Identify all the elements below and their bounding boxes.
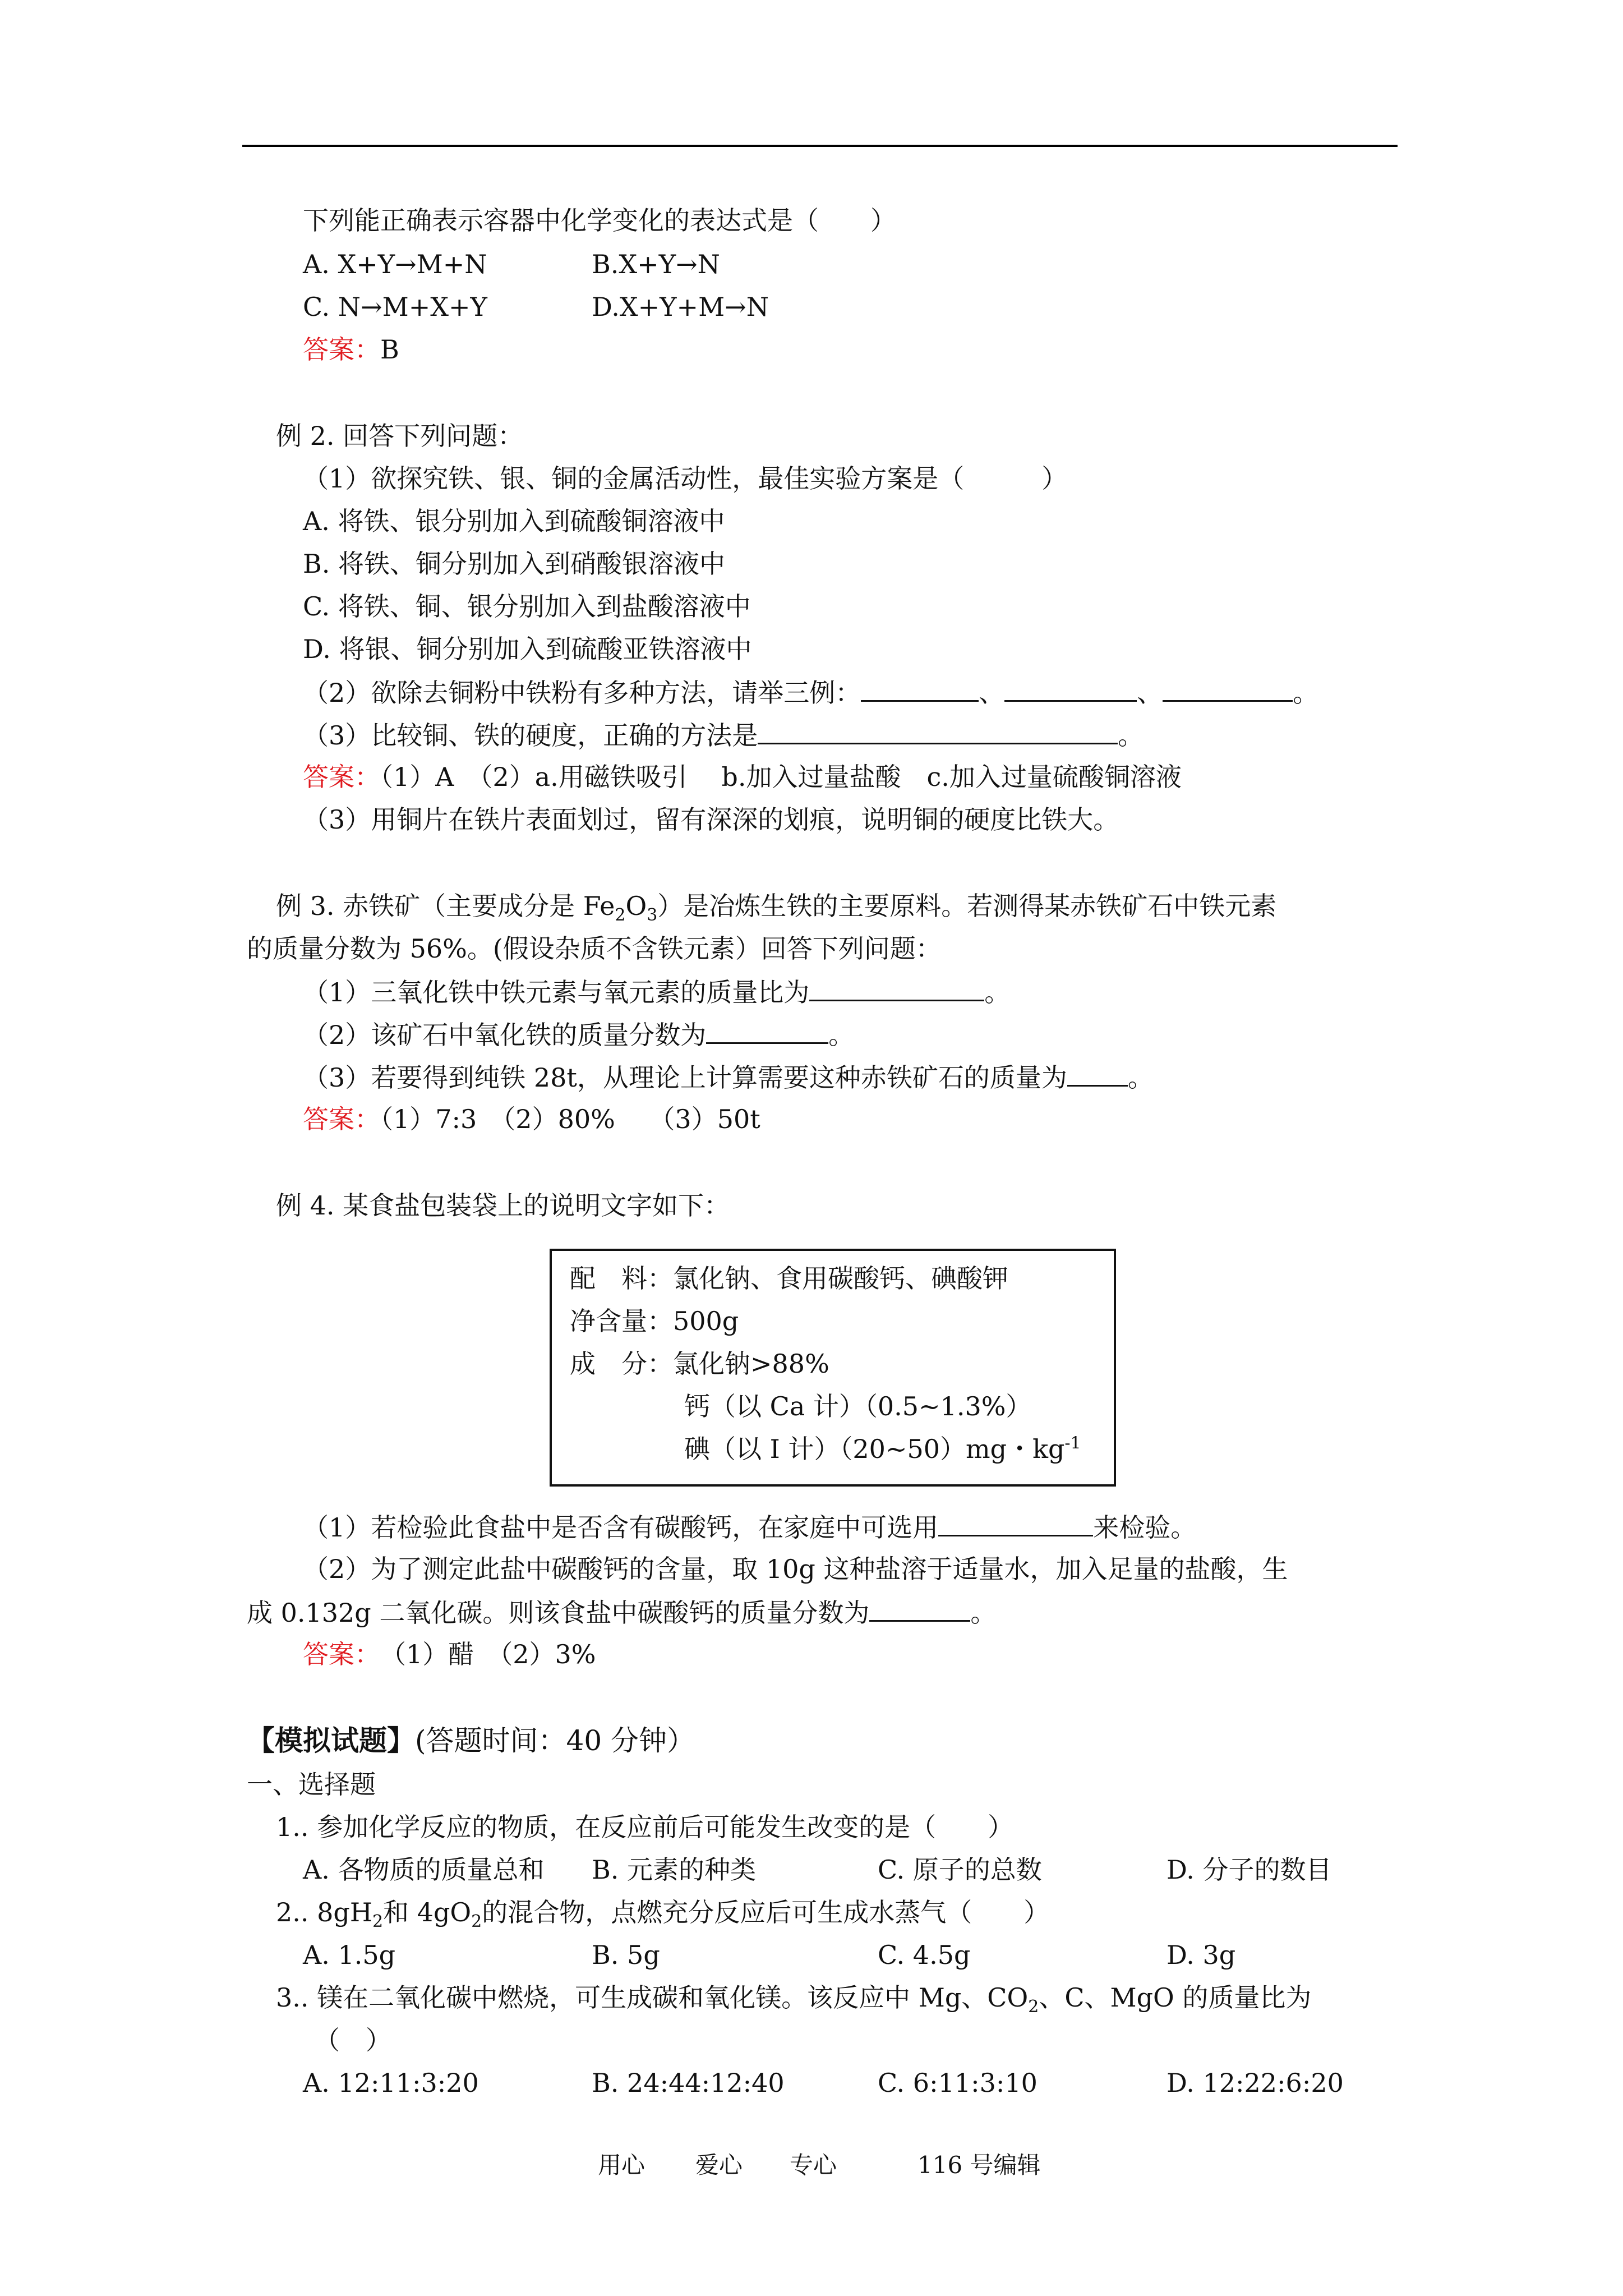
example-4-title: 例 4. 某食盐包装袋上的说明文字如下：: [276, 1190, 730, 1221]
mock-question-3-option-c: C. 6:11:3:10: [878, 2068, 1038, 2098]
mock-question-1-option-a: A. 各物质的质量总和: [303, 1855, 545, 1885]
example-2-title: 例 2. 回答下列问题：: [276, 421, 524, 451]
footer-text-1: 用心: [598, 2151, 645, 2179]
answer-blank[interactable]: [1004, 674, 1137, 702]
answer-blank[interactable]: [861, 674, 979, 702]
example-3-title: 例 3. 赤铁矿（主要成分是 $Fe_2O_3$）是冶炼生铁的主要原料。若测得某赤铁矿石中铁元素: [276, 891, 1277, 926]
intro-question-stem: 下列能正确表示容器中化学变化的表达式是（ ）: [303, 205, 896, 236]
example-4-question-1: （1）若检验此食盐中是否含有碳酸钙，在家庭中可选用 来检验。: [303, 1509, 1196, 1545]
mock-question-2-option-c: C. 4.5g: [878, 1940, 971, 1970]
section-title: 一、选择题: [247, 1769, 376, 1800]
answer-blank[interactable]: [1163, 674, 1293, 702]
example-4-question-2: （2）为了测定此盐中碳酸钙的含量，取 10g 这种盐溶于适量水，加入足量的盐酸，生: [303, 1554, 1288, 1584]
salt-label-calcium: 钙（以 Ca 计）（0.5~1.3%）: [684, 1391, 1032, 1421]
footer-text-3: 专心: [790, 2151, 837, 2179]
answer-label: 答案：: [303, 1639, 367, 1669]
answer-blank[interactable]: [1067, 1059, 1128, 1087]
footer-text-2: 爱心: [695, 2151, 743, 2179]
intro-option-a: A. X+Y→M+N: [303, 249, 487, 279]
answer-value: B: [380, 334, 399, 365]
example-2-option-b: B. 将铁、铜分别加入到硝酸银溶液中: [303, 549, 726, 579]
example-2-option-c: C. 将铁、铜、银分别加入到盐酸溶液中: [303, 591, 751, 622]
example-2-question-3: （3）比较铜、铁的硬度，正确的方法是 。: [303, 717, 1144, 753]
mock-question-3: 3.. 镁在二氧化碳中燃烧，可生成碳和氧化镁。该反应中 Mg、$CO_2$、C、MgO 的质量比为: [276, 1982, 1312, 2017]
example-2-answer: 答案：（1）A （2）a.用磁铁吸引 b.加入过量盐酸 c.加入过量硫酸铜溶液: [303, 762, 1182, 792]
intro-option-b: B.X+Y→N: [592, 249, 720, 279]
salt-label-ingredients: 配 料：氯化钠、食用碳酸钙、碘酸钾: [570, 1263, 1008, 1294]
intro-answer: [303, 332, 399, 367]
header-rule: [242, 145, 1398, 147]
salt-label-composition: 成 分：氯化钠>88%: [570, 1349, 829, 1379]
mock-question-1: 1.. 参加化学反应的物质，在反应前后可能发生改变的是（ ）: [276, 1812, 1014, 1842]
answer-blank[interactable]: [869, 1594, 970, 1622]
mock-question-3-option-b: B. 24:44:12:40: [592, 2068, 785, 2098]
example-2-question-1: （1）欲探究铁、银、铜的金属活动性，最佳实验方案是（ ）: [303, 463, 1068, 494]
mock-question-3-paren: （ ）: [314, 2025, 391, 2055]
mock-question-1-option-b: B. 元素的种类: [592, 1855, 757, 1885]
example-3-question-3: （3）若要得到纯铁 28t，从理论上计算需要这种赤铁矿石的质量为 。: [303, 1059, 1154, 1095]
example-2-question-2: （2）欲除去铜粉中铁粉有多种方法，请举三例： 、 、 。: [303, 674, 1318, 710]
example-3-question-1: （1）三氧化铁中铁元素与氧元素的质量比为 。: [303, 974, 1010, 1010]
mock-test-header: 【模拟试题】(答题时间：40 分钟）: [247, 1724, 695, 1757]
example-4-answer: 答案： （1）醋 （2）3%: [303, 1639, 596, 1669]
mock-question-1-option-c: C. 原子的总数: [878, 1855, 1042, 1885]
example-2-answer-3: （3）用铜片在铁片表面划过，留有深深的划痕，说明铜的硬度比铁大。: [303, 804, 1119, 835]
answer-blank[interactable]: [758, 717, 1118, 744]
mock-question-3-option-a: A. 12:11:3:20: [303, 2068, 479, 2098]
example-2-option-d: D. 将银、铜分别加入到硫酸亚铁溶液中: [303, 634, 752, 664]
answer-label: 答案：: [303, 762, 380, 792]
example-2-option-a: A. 将铁、银分别加入到硫酸铜溶液中: [303, 506, 725, 536]
answer-label: 答案：: [303, 334, 380, 365]
salt-label-net-content: 净含量：500g: [570, 1306, 739, 1336]
footer-text-4: 116 号编辑: [917, 2151, 1041, 2179]
example-4-question-2-line-2: 成 0.132g 二氧化碳。则该食盐中碳酸钙的质量分数为 。: [247, 1594, 996, 1630]
mock-question-2-option-b: B. 5g: [592, 1940, 660, 1970]
mock-question-1-option-d: D. 分子的数目: [1166, 1855, 1332, 1885]
answer-blank[interactable]: [809, 974, 984, 1001]
mock-question-2: 2.. $8gH_2$和 $4gO_2$的混合物，点燃充分反应后可生成水蒸气（ ）: [276, 1897, 1050, 1932]
mock-question-2-option-d: D. 3g: [1166, 1940, 1236, 1970]
answer-blank[interactable]: [706, 1016, 828, 1044]
salt-label-iodine: 碘（以 I 计）（20~50）mg・$kg^{-1}$: [684, 1433, 1081, 1464]
answer-label: 答案：: [303, 1104, 380, 1134]
mock-question-3-option-d: D. 12:22:6:20: [1166, 2068, 1344, 2098]
example-3-question-2: （2）该矿石中氧化铁的质量分数为 。: [303, 1016, 854, 1052]
example-3-line-2: 的质量分数为 56%。(假设杂质不含铁元素）回答下列问题：: [247, 933, 942, 964]
answer-blank[interactable]: [938, 1509, 1093, 1536]
intro-option-c: C. N→M+X+Y: [303, 292, 487, 322]
example-3-answer: 答案：（1）7:3 （2）80% （3）50t: [303, 1104, 760, 1134]
intro-option-d: D.X+Y+M→N: [592, 292, 769, 322]
mock-question-2-option-a: A. 1.5g: [303, 1940, 396, 1970]
